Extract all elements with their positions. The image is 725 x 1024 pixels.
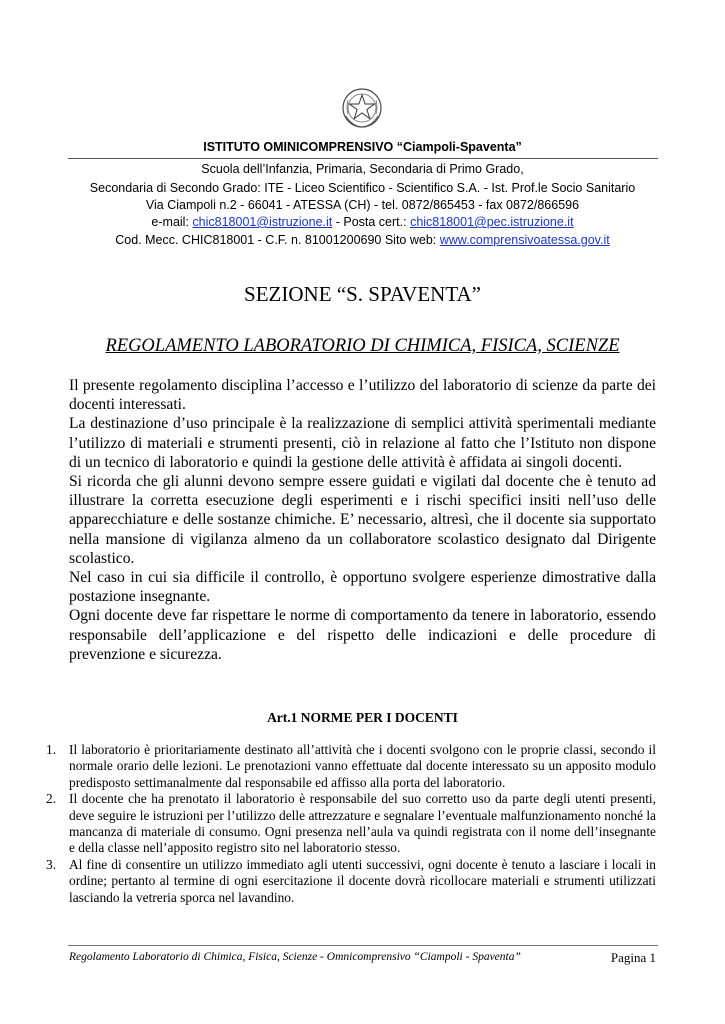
introduction-text (69, 376, 656, 664)
website-link[interactable]: www.comprensivoatessa.gov.it (439, 233, 610, 247)
email-label: e-mail: (151, 215, 193, 229)
footer-document-title: Regolamento Laboratorio di Chimica, Fisica, Scienze - Omnicomprensivo “Ciampoli - Spaventa” (69, 951, 521, 963)
institute-codes (0, 231, 725, 249)
paragraph: Ogni docente deve far rispettare le norme di comportamento da tenere in laboratorio, essendo responsabile dell’applicazione e del rispetto delle indicazioni e delle procedure di prevenzione e sicurezza. (69, 607, 656, 663)
codes-label: Cod. Mecc. CHIC818001 - C.F. n. 81001200690 Sito web: (115, 233, 440, 247)
institute-secondary-courses: Secondaria di Secondo Grado: ITE - Liceo Scientifico - Scientifico S.A. - Ist. Prof.le Socio Sanitario (89, 181, 636, 195)
header-divider (68, 158, 658, 159)
list-item (46, 856, 656, 906)
institute-contacts (0, 213, 725, 231)
email-link[interactable]: chic818001@istruzione.it (192, 215, 333, 229)
page-number: Pagina 1 (610, 950, 656, 965)
institute-address: Via Ciampoli n.2 - 66041 - ATESSA (CH) - tel. 0872/865453 - fax 0872/866596 (145, 198, 580, 212)
italian-republic-emblem-icon (340, 86, 384, 130)
list-item (46, 791, 656, 857)
regulation-title: REGOLAMENTO LABORATORIO DI CHIMICA, FISICA, SCIENZE (105, 336, 620, 356)
paragraph: La destinazione d’uso principale è la realizzazione di semplici attività sperimentali mediante l’utilizzo di materiali e strumenti presenti, ciò in relazione al fatto che l’Istituto non dispone di un tecnico di laboratorio e quindi la gestione delle attività è affidata ai singoli docenti. (69, 415, 656, 471)
paragraph: Nel caso in cui sia difficile il controllo, è opportuno svolgere esperienze dimostrative dalla postazione insegnante. (69, 569, 656, 606)
item-text: Il laboratorio è prioritariamente destinato all’attività che i docenti svolgono con le proprie classi, secondo il normale orario delle lezioni. Le prenotazioni vanno effettuate dal docente interessato su un apposito modulo predisposto settimanalmente dal responsabile ed affisso alla porta del laboratorio. (69, 742, 656, 790)
footer-divider (68, 945, 658, 946)
item-number: 2. (46, 791, 57, 807)
paragraph: Si ricorda che gli alunni devono sempre essere guidati e vigilati dal docente che è tenuto ad illustrare la corretta esecuzione degli esperimenti e i rischi specifici insiti nell’uso delle apparecchiature e delle sostanze chimiche. E’ necessario, altresì, che il docente sia supportato nella mansione di vigilanza almeno da un collaboratore scolastico designato dal Dirigente scolastico. (69, 473, 656, 567)
pec-link[interactable]: chic818001@pec.istruzione.it (410, 215, 574, 229)
paragraph: Il presente regolamento disciplina l’accesso e l’utilizzo del laboratorio di scienze da parte dei docenti interessati. (69, 377, 656, 414)
item-text: Il docente che ha prenotato il laboratorio è responsabile del suo corretto uso da parte degli utenti presenti, deve seguire le istruzioni per l’utilizzo delle attrezzature e segnalare l’eventuale malfunzionamento nonché la mancanza di materiale di consumo. Ogni presenza nell’aula va quindi registrata con il nome dell’insegnante e della classe nell’apposito registro sito nel laboratorio stesso. (69, 791, 656, 856)
pec-label: - Posta cert.: (332, 215, 411, 229)
list-item (46, 742, 656, 791)
article-title: Art.1 NORME PER I DOCENTI (267, 710, 458, 725)
institute-school-levels: Scuola dell’Infanzia, Primaria, Secondaria di Primo Grado, (201, 162, 524, 176)
section-title: SEZIONE “S. SPAVENTA” (244, 282, 481, 306)
item-text: Al fine di consentire un utilizzo immediato agli utenti successivi, ogni docente è tenuto a lasciare i locali in ordine; pertanto al termine di ogni esercitazione il docente dovrà ricollocare materiali e strumenti utilizzati lasciando la vetreria sporca nel lavandino. (69, 856, 656, 905)
article-rules-list (46, 742, 656, 906)
item-number: 3. (46, 856, 57, 872)
item-number: 1. (46, 742, 57, 757)
institute-title: ISTITUTO OMINICOMPRENSIVO “Ciampoli-Spaventa” (203, 140, 522, 154)
